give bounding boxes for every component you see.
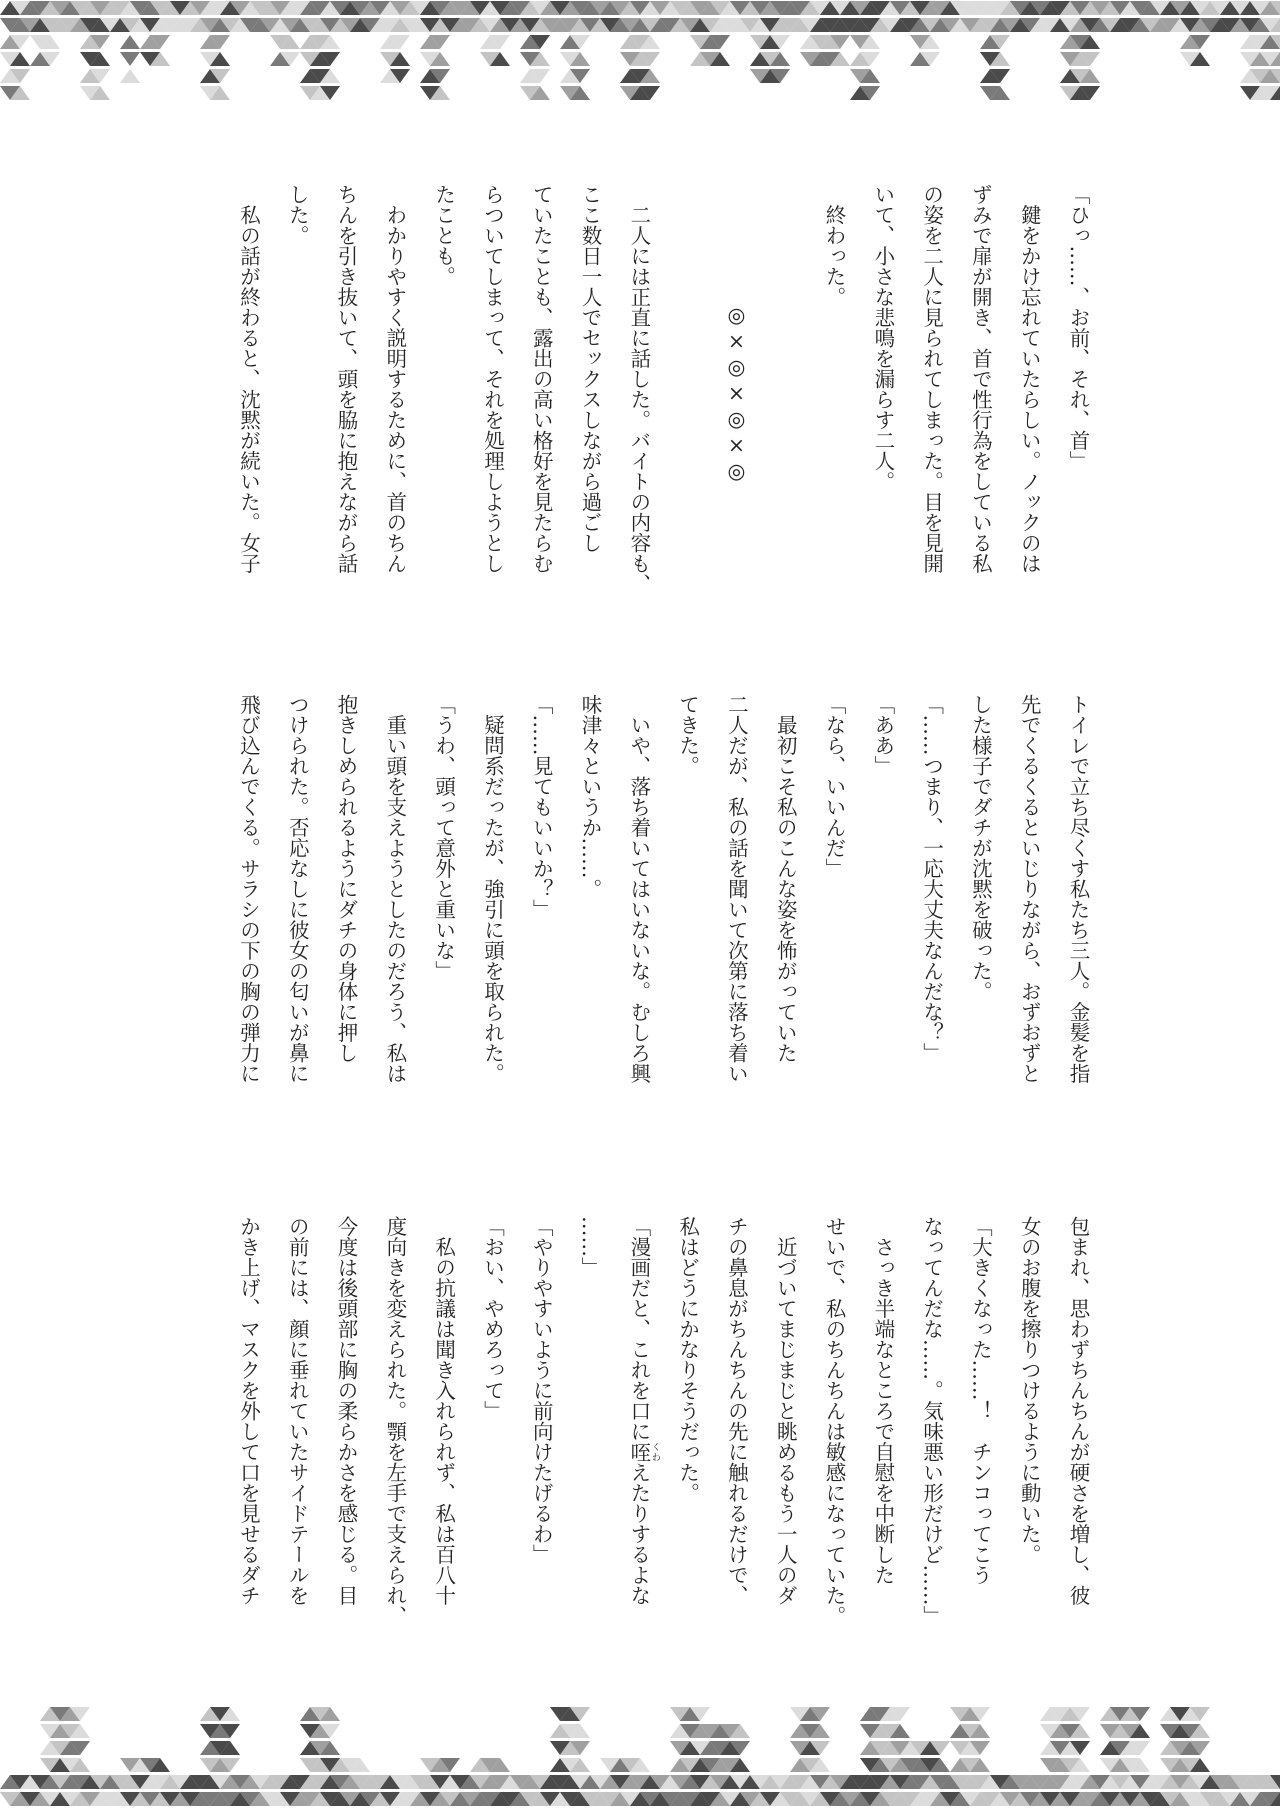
text-line: の前には、顔に垂れていたサイドテールを xyxy=(285,1216,310,1606)
text-line: 二人だが、私の話を聞いて次第に落ち着い xyxy=(724,694,749,1084)
text-line: 包まれ、思わずちんちんが硬さを増し、彼 xyxy=(1066,1216,1090,1606)
text-line: 味津々というか……。 xyxy=(578,694,603,899)
text-line-with-ruby xyxy=(614,1216,663,1636)
text-line: 飛び込んでくる。サラシの下の胸の弾力に xyxy=(236,694,261,1084)
text-line: 鍵をかけ忘れていたらしい。ノックのは xyxy=(1017,184,1042,574)
text-block-tier-1 xyxy=(222,184,1102,604)
ruby-reading: くわ xyxy=(649,1441,660,1462)
text-line: つけられた。否応なしに彼女の匂いが鼻に xyxy=(285,694,310,1084)
triangle-pattern-bottom-decoration xyxy=(0,1695,1280,1808)
text-line: の姿を二人に見られてしまった。目を見開 xyxy=(919,184,944,574)
text-line: 度向きを変えられた。顎を左手で支えられ、 xyxy=(382,1216,407,1626)
text-line: した様子でダチが沈黙を破った。 xyxy=(968,694,993,1002)
text-line: さっき半端なところで自慰を中断した xyxy=(870,1216,895,1585)
text-line: ちんを引き抜いて、頭を脇に抱えながら話 xyxy=(334,184,359,574)
ruby-line-after: えたりするよな xyxy=(626,1462,651,1606)
text-block-tier-3 xyxy=(222,1216,1102,1636)
text-line: 「やりやすいように前向けたげるわ」 xyxy=(529,1216,554,1565)
text-line: 女のお腹を擦りつけるように動いた。 xyxy=(1017,1216,1042,1565)
text-line: らついてしまって、それを処理しようとし xyxy=(480,184,505,574)
text-line: 私の抗議は聞き入れられず、私は百八十 xyxy=(431,1216,456,1606)
text-line: 先でくるくるといじりながら、おずおずと xyxy=(1017,694,1042,1084)
text-line: 二人には正直に話した。バイトの内容も、 xyxy=(626,184,651,594)
ruby-annotation xyxy=(626,1441,660,1463)
triangle-icon xyxy=(120,35,140,49)
text-line xyxy=(663,184,712,604)
text-line: 私はどうにかなりそうだった。 xyxy=(675,1216,700,1503)
text-line: 「ああ」 xyxy=(870,694,895,776)
text-block-tier-2 xyxy=(222,694,1102,1114)
text-line: かき上げ、マスクを外して口を見せるダチ xyxy=(236,1216,261,1606)
triangle-pattern-top-decoration xyxy=(0,0,1280,104)
text-line: ここ数日一人でセックスしながら過ごし xyxy=(578,184,603,553)
text-line: せいで、私のちんちんは敏感になっていた。 xyxy=(822,1216,847,1626)
text-line: した。 xyxy=(285,184,310,246)
text-line: 「ひっ……、お前、それ、首」 xyxy=(1066,184,1090,471)
ruby-base: 咥 xyxy=(626,1441,651,1462)
text-line: いて、小さな悲鳴を漏らす二人。 xyxy=(870,184,895,492)
text-line: 重い頭を支えようとしたのだろう、私は xyxy=(382,694,407,1084)
text-line: 「おい、やめろって」 xyxy=(480,1216,505,1421)
text-line: 終わった。 xyxy=(822,184,847,307)
section-separator: ◎×◎×◎×◎ xyxy=(724,303,749,485)
text-line: チの鼻息がちんちんの先に触れるだけで、 xyxy=(724,1216,749,1606)
text-line: ……」 xyxy=(578,1216,603,1278)
text-line: 抱きしめられるようにダチの身体に押し xyxy=(334,694,359,1063)
text-line: 今度は後頭部に胸の柔らかさを感じる。目 xyxy=(334,1216,359,1606)
text-line: なってんだな……。気味悪い形だけど……」 xyxy=(919,1216,944,1626)
text-line: 「大きくなった……！ チンコってこう xyxy=(968,1216,993,1585)
text-line: 疑問系だったが、強引に頭を取られた。 xyxy=(480,694,505,1084)
text-line: わかりやすく説明するために、首のちん xyxy=(382,184,407,574)
text-line: 「なら、いいんだ」 xyxy=(822,694,847,879)
triangle-icon xyxy=(120,52,140,66)
text-line: 私の話が終わると、沈黙が続いた。女子 xyxy=(236,184,261,574)
text-line: 「……見てもいいか？」 xyxy=(529,694,554,920)
text-line: トイレで立ち尽くす私たち三人。金髪を指 xyxy=(1066,694,1090,1084)
text-line: ていたことも、露出の高い格好を見たらむ xyxy=(529,184,554,574)
text-line xyxy=(760,184,809,604)
text-line: 最初こそ私のこんな姿を怖がっていた xyxy=(773,694,798,1063)
text-line: 「うわ、頭って意外と重いな」 xyxy=(431,694,456,981)
text-line: たことも。 xyxy=(431,184,456,287)
text-line: 近づいてまじまじと眺めるもう一人のダ xyxy=(773,1216,798,1606)
text-line: いや、落ち着いてはいないな。むしろ興 xyxy=(626,694,651,1084)
text-line: ずみで扉が開き、首で性行為をしている私 xyxy=(968,184,993,574)
text-line: 「……つまり、一応大丈夫なんだな？」 xyxy=(919,694,944,1063)
text-line: てきた。 xyxy=(675,694,700,776)
ruby-line-before: 「漫画だと、これを口に xyxy=(626,1216,651,1442)
triangle-icon xyxy=(120,69,140,83)
